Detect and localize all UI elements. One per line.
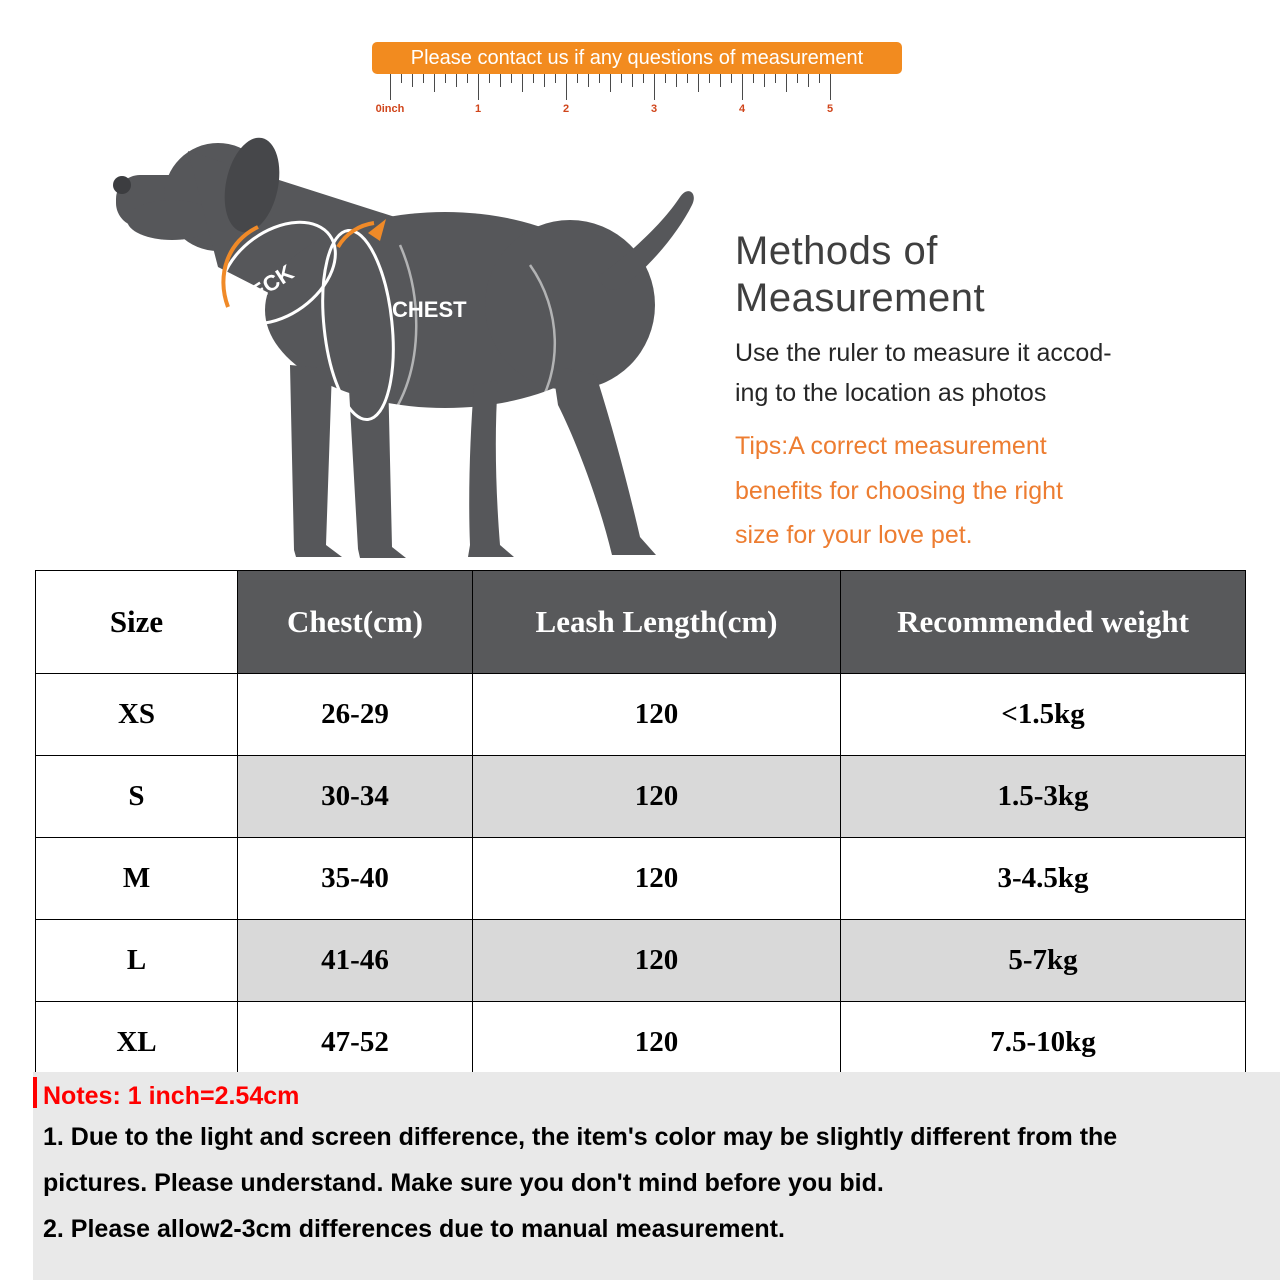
ruler-tick xyxy=(786,74,787,92)
methods-body-line1: Use the ruler to measure it accod- xyxy=(735,339,1112,367)
tips-line2: benefits for choosing the right xyxy=(735,476,1063,505)
ruler-tick xyxy=(599,74,600,83)
notes-line-2: pictures. Please understand. Make sure you don't mind before you bid. xyxy=(43,1169,884,1197)
ruler-label-4: 4 xyxy=(738,103,746,115)
methods-body xyxy=(735,333,1112,413)
ruler-tick xyxy=(764,74,765,87)
ruler-tick xyxy=(753,74,754,83)
ruler-label-0: 0inch xyxy=(375,103,405,115)
ruler-tick xyxy=(775,74,776,83)
ruler-tick xyxy=(577,74,578,83)
ruler-tick xyxy=(456,74,457,87)
table-row-l xyxy=(36,920,1246,1002)
ruler-tick xyxy=(533,74,534,83)
table-row-s xyxy=(36,756,1246,838)
ruler-tick xyxy=(731,74,732,83)
chest-label: CHEST xyxy=(392,297,467,322)
dog-hindquarters xyxy=(485,220,655,390)
ruler-tick xyxy=(401,74,402,83)
ruler-tick xyxy=(610,74,611,92)
notes-line-1: 1. Due to the light and screen difference, the item's color may be slightly different from the xyxy=(43,1123,1118,1151)
cell-weight: 3-4.5kg xyxy=(841,838,1246,920)
ruler-tick xyxy=(632,74,633,87)
ruler-label-2: 2 xyxy=(562,103,570,115)
ruler-tick xyxy=(808,74,809,87)
neck-label: NECK xyxy=(232,259,299,315)
ruler-label-3: 3 xyxy=(650,103,658,115)
ruler-tick xyxy=(434,74,435,92)
cell-leash: 120 xyxy=(473,1002,841,1084)
tips-line1: Tips:A correct measurement xyxy=(735,432,1047,460)
dog-rear-leg-far xyxy=(552,365,656,555)
methods-body-line2: ing to the location as photos xyxy=(735,379,1047,407)
ruler-label-1: 1 xyxy=(474,103,482,115)
cell-size: XL xyxy=(36,1002,238,1084)
cell-weight: 1.5-3kg xyxy=(841,756,1246,838)
ruler-tick xyxy=(588,74,589,87)
ruler-tick xyxy=(709,74,710,83)
ruler-tick xyxy=(665,74,666,83)
ruler-tick xyxy=(621,74,622,83)
measurement-tips xyxy=(735,424,1063,558)
cell-chest: 26-29 xyxy=(238,674,473,756)
dog-rear-leg-near xyxy=(468,380,514,557)
measurement-ruler xyxy=(375,74,908,126)
ruler-tick xyxy=(500,74,501,87)
contact-banner-text: Please contact us if any questions of measurement xyxy=(410,46,864,69)
ruler-tick xyxy=(742,74,743,100)
header-size: Size xyxy=(36,571,238,674)
cell-size: XS xyxy=(36,674,238,756)
header-recommended-weight: Recommended weight xyxy=(841,571,1246,674)
ruler-tick xyxy=(830,74,831,100)
cell-leash: 120 xyxy=(473,920,841,1002)
methods-title-line2: Measurement xyxy=(735,276,986,321)
notes-line-3: 2. Please allow2-3cm differences due to manual measurement. xyxy=(43,1215,785,1243)
table-row-xs xyxy=(36,674,1246,756)
ruler-tick xyxy=(555,74,556,83)
header-leash-length: Leash Length(cm) xyxy=(473,571,841,674)
dog-measurement-diagram xyxy=(100,125,700,575)
ruler-label-5: 5 xyxy=(826,103,834,115)
ruler-tick xyxy=(687,74,688,83)
contact-banner xyxy=(372,42,902,74)
ruler-tick xyxy=(478,74,479,100)
ruler-tick xyxy=(544,74,545,87)
notes-title: Notes: 1 inch=2.54cm xyxy=(43,1082,300,1110)
cell-chest: 47-52 xyxy=(238,1002,473,1084)
ruler-tick xyxy=(797,74,798,83)
table-row-m xyxy=(36,838,1246,920)
cell-leash: 120 xyxy=(473,674,841,756)
ruler-tick xyxy=(423,74,424,83)
ruler-tick xyxy=(698,74,699,92)
size-table-header-row xyxy=(36,571,1246,674)
cell-size: S xyxy=(36,756,238,838)
ruler-tick xyxy=(511,74,512,83)
ruler-tick xyxy=(654,74,655,100)
dog-silhouette-image xyxy=(100,125,700,575)
cell-size: M xyxy=(36,838,238,920)
cell-size: L xyxy=(36,920,238,1002)
ruler-tick xyxy=(445,74,446,83)
cell-weight: 5-7kg xyxy=(841,920,1246,1002)
cell-chest: 30-34 xyxy=(238,756,473,838)
cell-weight: 7.5-10kg xyxy=(841,1002,1246,1084)
ruler-tick xyxy=(676,74,677,87)
notes-section xyxy=(33,1072,1280,1280)
size-table xyxy=(35,570,1246,1084)
dog-nose xyxy=(113,176,131,194)
methods-title xyxy=(735,228,985,322)
ruler-tick xyxy=(467,74,468,83)
ruler-tick xyxy=(390,74,391,100)
methods-title-line1: Methods of xyxy=(735,229,938,273)
ruler-tick xyxy=(819,74,820,83)
dog-front-leg-near xyxy=(290,365,342,557)
ruler-tick xyxy=(643,74,644,83)
ruler-tick xyxy=(489,74,490,83)
ruler-tick xyxy=(720,74,721,87)
ruler-tick xyxy=(412,74,413,87)
cell-leash: 120 xyxy=(473,838,841,920)
cell-leash: 120 xyxy=(473,756,841,838)
header-chest: Chest(cm) xyxy=(238,571,473,674)
ruler-tick xyxy=(566,74,567,100)
cell-chest: 35-40 xyxy=(238,838,473,920)
ruler-tick xyxy=(522,74,523,92)
tips-line3: size for your love pet. xyxy=(735,521,973,549)
notes-red-accent xyxy=(33,1077,37,1108)
cell-chest: 41-46 xyxy=(238,920,473,1002)
cell-weight: <1.5kg xyxy=(841,674,1246,756)
